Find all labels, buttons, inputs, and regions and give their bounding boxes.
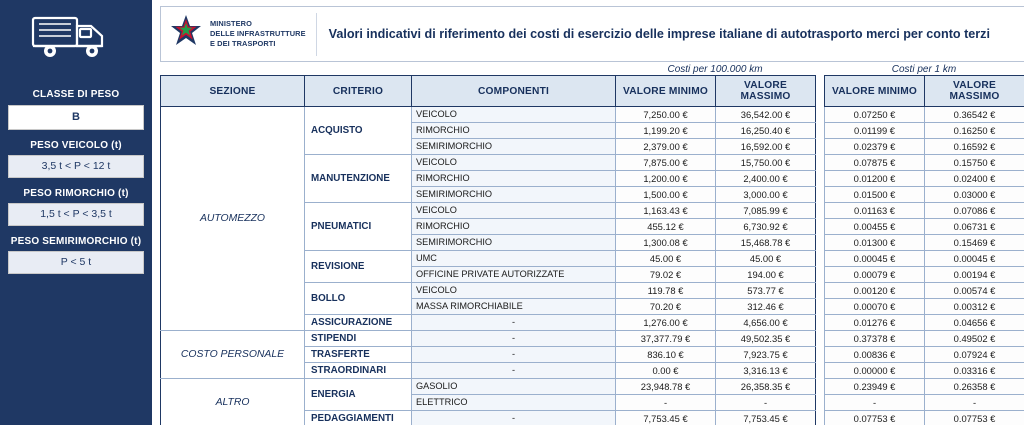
cell-gap xyxy=(816,139,825,155)
cell-valore-minimo-100k: 2,379.00 € xyxy=(616,139,716,155)
page-title: Valori indicativi di riferimento dei costi di esercizio delle imprese italiane di autotrasporto merci per conto terzi xyxy=(328,26,990,41)
cell-gap xyxy=(816,267,825,283)
cell-valore-massimo-100k: 36,542.00 € xyxy=(716,107,816,123)
cell-valore-massimo-1km: 0.16250 € xyxy=(925,123,1024,139)
cell-valore-minimo-100k: 79.02 € xyxy=(616,267,716,283)
cell-valore-minimo-100k: 1,276.00 € xyxy=(616,315,716,331)
cell-valore-massimo-1km: 0.04656 € xyxy=(925,315,1024,331)
cell-valore-massimo-100k: 7,753.45 € xyxy=(716,411,816,425)
peso-semirimorchio-value: P < 5 t xyxy=(8,251,144,274)
cell-valore-minimo-100k: 119.78 € xyxy=(616,283,716,299)
cell-valore-massimo-100k: 2,400.00 € xyxy=(716,171,816,187)
cell-gap xyxy=(816,363,825,379)
cell-valore-minimo-1km: 0.23949 € xyxy=(825,379,925,395)
header-valore-minimo-100k: VALORE MINIMO xyxy=(616,76,716,107)
cell-valore-minimo-1km: 0.07875 € xyxy=(825,155,925,171)
truck-icon xyxy=(30,10,122,69)
cell-componente: RIMORCHIO xyxy=(412,123,616,139)
cell-valore-minimo-1km: 0.02379 € xyxy=(825,139,925,155)
cell-valore-minimo-1km: 0.01200 € xyxy=(825,171,925,187)
cell-valore-minimo-1km: 0.00000 € xyxy=(825,363,925,379)
cell-componente: - xyxy=(412,315,616,331)
cell-valore-massimo-100k: 45.00 € xyxy=(716,251,816,267)
cell-gap xyxy=(816,299,825,315)
cell-gap xyxy=(816,347,825,363)
cell-gap xyxy=(816,171,825,187)
cell-componente: - xyxy=(412,331,616,347)
peso-semirimorchio-label: PESO SEMIRIMORCHIO (t) xyxy=(10,235,142,247)
cell-valore-minimo-1km: 0.00045 € xyxy=(825,251,925,267)
cell-valore-minimo-1km: 0.01276 € xyxy=(825,315,925,331)
cell-valore-massimo-1km: 0.49502 € xyxy=(925,331,1024,347)
cell-criterio: STRAORDINARI xyxy=(305,363,412,379)
cell-valore-massimo-100k: 573.77 € xyxy=(716,283,816,299)
cell-gap xyxy=(816,203,825,219)
cell-componente: UMC xyxy=(412,251,616,267)
italy-star-logo-icon xyxy=(169,13,203,56)
cell-valore-minimo-100k: 1,500.00 € xyxy=(616,187,716,203)
table-row xyxy=(161,379,1024,395)
cell-componente: - xyxy=(412,411,616,425)
cell-sezione: ALTRO xyxy=(161,379,305,425)
cell-valore-massimo-100k: 16,592.00 € xyxy=(716,139,816,155)
cell-valore-massimo-1km: 0.00045 € xyxy=(925,251,1024,267)
cell-valore-massimo-100k: 4,656.00 € xyxy=(716,315,816,331)
caption-costi-100000-km: Costi per 100.000 km xyxy=(667,64,763,75)
cell-valore-minimo-1km: 0.37378 € xyxy=(825,331,925,347)
cell-criterio: ENERGIA xyxy=(305,379,412,411)
cell-valore-massimo-1km: 0.03316 € xyxy=(925,363,1024,379)
cell-valore-massimo-100k: - xyxy=(716,395,816,411)
cell-gap xyxy=(816,411,825,425)
main-content xyxy=(152,0,1024,425)
cell-criterio: BOLLO xyxy=(305,283,412,315)
cell-criterio: TRASFERTE xyxy=(305,347,412,363)
cell-componente: ELETTRICO xyxy=(412,395,616,411)
cell-valore-massimo-100k: 3,000.00 € xyxy=(716,187,816,203)
cell-criterio: ASSICURAZIONE xyxy=(305,315,412,331)
cell-criterio: REVISIONE xyxy=(305,251,412,283)
cell-componente: RIMORCHIO xyxy=(412,171,616,187)
ministry-line-1: MINISTERO xyxy=(210,19,252,29)
cell-componente: SEMIRIMORCHIO xyxy=(412,187,616,203)
cell-criterio: STIPENDI xyxy=(305,331,412,347)
cell-valore-minimo-100k: 1,199.20 € xyxy=(616,123,716,139)
caption-costi-1-km: Costi per 1 km xyxy=(891,64,957,75)
cell-valore-minimo-100k: 7,250.00 € xyxy=(616,107,716,123)
cell-valore-massimo-1km: 0.15750 € xyxy=(925,155,1024,171)
cell-valore-massimo-1km: 0.07924 € xyxy=(925,347,1024,363)
cell-valore-massimo-1km: 0.00194 € xyxy=(925,267,1024,283)
peso-veicolo-label: PESO VEICOLO (t) xyxy=(30,139,122,151)
cell-gap xyxy=(816,123,825,139)
cell-valore-massimo-1km: 0.15469 € xyxy=(925,235,1024,251)
cell-valore-minimo-100k: 455.12 € xyxy=(616,219,716,235)
cell-valore-massimo-1km: 0.07086 € xyxy=(925,203,1024,219)
header-gap xyxy=(816,76,825,107)
cell-componente: GASOLIO xyxy=(412,379,616,395)
ministry-line-2: DELLE INFRASTRUTTURE xyxy=(210,29,306,38)
cell-componente: VEICOLO xyxy=(412,107,616,123)
cell-valore-minimo-1km: 0.00070 € xyxy=(825,299,925,315)
cell-valore-massimo-1km: 0.00574 € xyxy=(925,283,1024,299)
peso-rimorchio-value: 1,5 t < P < 3,5 t xyxy=(8,203,144,226)
cell-valore-massimo-1km: - xyxy=(925,395,1024,411)
cell-componente: OFFICINE PRIVATE AUTORIZZATE xyxy=(412,267,616,283)
sidebar xyxy=(0,0,152,425)
peso-rimorchio-label: PESO RIMORCHIO (t) xyxy=(23,187,129,199)
cell-valore-minimo-1km: 0.01199 € xyxy=(825,123,925,139)
cell-gap xyxy=(816,395,825,411)
cell-valore-minimo-100k: 1,163.43 € xyxy=(616,203,716,219)
cell-gap xyxy=(816,315,825,331)
header-sezione: SEZIONE xyxy=(161,76,305,107)
cell-valore-minimo-1km: - xyxy=(825,395,925,411)
header-valore-massimo-1km: VALORE MASSIMO xyxy=(925,76,1024,107)
header-criterio: CRITERIO xyxy=(305,76,412,107)
cell-criterio: ACQUISTO xyxy=(305,107,412,155)
cell-valore-massimo-1km: 0.26358 € xyxy=(925,379,1024,395)
cell-gap xyxy=(816,379,825,395)
cell-valore-minimo-1km: 0.01300 € xyxy=(825,235,925,251)
cell-valore-massimo-1km: 0.03000 € xyxy=(925,187,1024,203)
cell-valore-minimo-1km: 0.07753 € xyxy=(825,411,925,425)
cell-criterio: PEDAGGIAMENTI xyxy=(305,411,412,425)
cell-valore-massimo-100k: 16,250.40 € xyxy=(716,123,816,139)
document-header xyxy=(160,6,1024,62)
cell-valore-minimo-1km: 0.01163 € xyxy=(825,203,925,219)
cell-gap xyxy=(816,219,825,235)
cell-valore-massimo-100k: 15,750.00 € xyxy=(716,155,816,171)
ministry-logo-block xyxy=(169,13,317,56)
table-row xyxy=(161,331,1024,347)
cell-componente: SEMIRIMORCHIO xyxy=(412,235,616,251)
cell-sezione: AUTOMEZZO xyxy=(161,107,305,331)
cell-componente: MASSA RIMORCHIABILE xyxy=(412,299,616,315)
cell-gap xyxy=(816,235,825,251)
cell-valore-minimo-100k: 1,300.08 € xyxy=(616,235,716,251)
cell-valore-massimo-100k: 3,316.13 € xyxy=(716,363,816,379)
header-valore-massimo-100k: VALORE MASSIMO xyxy=(716,76,816,107)
cell-componente: VEICOLO xyxy=(412,283,616,299)
cell-valore-minimo-100k: 37,377.79 € xyxy=(616,331,716,347)
cell-valore-minimo-100k: 23,948.78 € xyxy=(616,379,716,395)
cell-criterio: MANUTENZIONE xyxy=(305,155,412,203)
cell-valore-massimo-100k: 7,085.99 € xyxy=(716,203,816,219)
classe-di-peso-label: CLASSE DI PESO xyxy=(32,89,120,100)
cell-componente: VEICOLO xyxy=(412,203,616,219)
cell-valore-massimo-1km: 0.02400 € xyxy=(925,171,1024,187)
cell-valore-minimo-100k: 7,753.45 € xyxy=(616,411,716,425)
cell-gap xyxy=(816,283,825,299)
ministry-name xyxy=(210,19,306,49)
cell-sezione: COSTO PERSONALE xyxy=(161,331,305,379)
cell-componente: - xyxy=(412,363,616,379)
cell-valore-minimo-100k: 836.10 € xyxy=(616,347,716,363)
table-body xyxy=(161,107,1024,425)
table-row xyxy=(161,107,1024,123)
cell-valore-minimo-1km: 0.00120 € xyxy=(825,283,925,299)
cell-gap xyxy=(816,251,825,267)
cell-valore-minimo-1km: 0.00836 € xyxy=(825,347,925,363)
costs-table xyxy=(160,75,1024,425)
cell-valore-massimo-100k: 26,358.35 € xyxy=(716,379,816,395)
cell-valore-minimo-100k: 45.00 € xyxy=(616,251,716,267)
cell-valore-minimo-100k: 0.00 € xyxy=(616,363,716,379)
cell-componente: VEICOLO xyxy=(412,155,616,171)
cell-valore-minimo-100k: 7,875.00 € xyxy=(616,155,716,171)
cell-valore-minimo-1km: 0.01500 € xyxy=(825,187,925,203)
classe-di-peso-value: B xyxy=(8,105,144,130)
cell-valore-massimo-100k: 312.46 € xyxy=(716,299,816,315)
cell-valore-massimo-1km: 0.16592 € xyxy=(925,139,1024,155)
cell-valore-massimo-100k: 194.00 € xyxy=(716,267,816,283)
cell-valore-massimo-100k: 15,468.78 € xyxy=(716,235,816,251)
ministry-line-3: E DEI TRASPORTI xyxy=(210,38,276,48)
cell-valore-massimo-1km: 0.06731 € xyxy=(925,219,1024,235)
peso-veicolo-value: 3,5 t < P < 12 t xyxy=(8,155,144,178)
cell-valore-minimo-100k: 70.20 € xyxy=(616,299,716,315)
cell-criterio: PNEUMATICI xyxy=(305,203,412,251)
cell-valore-massimo-1km: 0.07753 € xyxy=(925,411,1024,425)
cell-valore-massimo-1km: 0.00312 € xyxy=(925,299,1024,315)
cell-valore-massimo-100k: 49,502.35 € xyxy=(716,331,816,347)
cell-componente: - xyxy=(412,347,616,363)
cost-group-captions xyxy=(160,64,1024,75)
cell-valore-minimo-1km: 0.07250 € xyxy=(825,107,925,123)
header-valore-minimo-1km: VALORE MINIMO xyxy=(825,76,925,107)
cell-gap xyxy=(816,107,825,123)
cell-gap xyxy=(816,331,825,347)
header-componenti: COMPONENTI xyxy=(412,76,616,107)
cell-valore-minimo-1km: 0.00079 € xyxy=(825,267,925,283)
cell-gap xyxy=(816,155,825,171)
cell-valore-minimo-1km: 0.00455 € xyxy=(825,219,925,235)
cell-componente: RIMORCHIO xyxy=(412,219,616,235)
cell-valore-massimo-100k: 7,923.75 € xyxy=(716,347,816,363)
cell-valore-minimo-100k: 1,200.00 € xyxy=(616,171,716,187)
cell-componente: SEMIRIMORCHIO xyxy=(412,139,616,155)
cell-valore-minimo-100k: - xyxy=(616,395,716,411)
cell-valore-massimo-100k: 6,730.92 € xyxy=(716,219,816,235)
cell-gap xyxy=(816,187,825,203)
table-header xyxy=(161,76,1024,107)
cell-valore-massimo-1km: 0.36542 € xyxy=(925,107,1024,123)
